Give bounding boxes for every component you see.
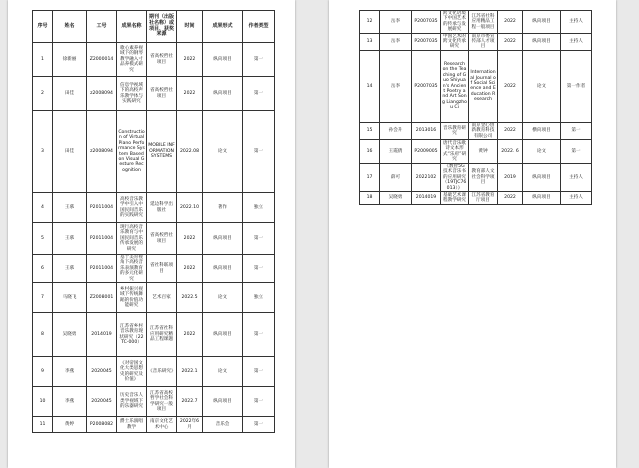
staff-id-cell: z2008094 (87, 77, 117, 111)
staff-id-cell: 2020045 (87, 387, 117, 417)
table-row (360, 122, 592, 139)
serial-no-cell: 12 (360, 11, 380, 34)
staff-id-cell: P2011004 (87, 255, 117, 283)
staff-id-cell: 2014019 (87, 313, 117, 357)
name-cell: 田佳 (53, 111, 87, 193)
title-cell: 现行高校音乐教育与中国民间音乐传承发展的研究 (117, 223, 147, 255)
source-cell: 江苏省教育厅项目 (469, 192, 498, 205)
serial-no-cell: 2 (33, 77, 53, 111)
name-cell: 吴晓勇 (53, 313, 87, 357)
title-cell: 《数智5G 技术音乐书的应用研究（19TJC76013）》 (441, 164, 469, 192)
date-cell: 2022 (498, 50, 523, 122)
title-cell: 江苏省乡村音乐教育现状研究（22TC-000） (117, 313, 147, 357)
serial-no-cell: 8 (33, 313, 53, 357)
date-cell: 2022 (498, 33, 523, 50)
date-cell: 2019 (498, 164, 523, 192)
author-type-cell: 第一 (561, 140, 592, 164)
source-cell: MOBILE INFORMATION SYSTEMS (147, 111, 177, 193)
date-cell: 2022 (177, 77, 203, 111)
date-cell: 2022.5 (177, 283, 203, 313)
header-form: 成果形式 (203, 11, 243, 43)
document-page-right (329, 0, 616, 468)
staff-id-cell: P2007035 (412, 11, 441, 34)
serial-no-cell: 7 (33, 283, 53, 313)
name-cell: 岳李 (380, 33, 412, 50)
form-cell: 纵向项目 (203, 255, 243, 283)
date-cell: 2022年6月 (177, 417, 203, 433)
author-type-cell: 第一 (243, 417, 275, 433)
header-name: 姓名 (53, 11, 87, 43)
title-cell: 乡村振兴视域下传统舞蹈的价值功能研究 (117, 283, 147, 313)
table-row (33, 223, 275, 255)
author-type-cell: 第一 (243, 387, 275, 417)
serial-no-cell: 17 (360, 164, 380, 192)
serial-no-cell: 16 (360, 140, 380, 164)
author-type-cell: 独立 (243, 193, 275, 223)
achievements-table-left (32, 10, 275, 433)
table-row (33, 357, 275, 387)
source-cell: 省高校哲社项目 (147, 43, 177, 77)
form-cell: 论文 (203, 283, 243, 313)
table-row (33, 77, 275, 111)
title-cell: 基础艺术课程教学研究 (441, 192, 469, 205)
form-cell: 纵向项目 (523, 192, 561, 205)
name-cell: 岳李 (380, 11, 412, 34)
source-cell: 省高校哲社项目 (147, 77, 177, 111)
staff-id-cell: P2007035 (412, 50, 441, 122)
source-cell: 省社科联项目 (147, 255, 177, 283)
serial-no-cell: 11 (33, 417, 53, 433)
title-cell: 历史音乐人类学视域下的乐器研究 (117, 387, 147, 417)
title-cell: 唐代音乐歌诗文本形式“乐府”研究 (441, 140, 469, 164)
header-date: 时间 (177, 11, 203, 43)
serial-no-cell: 14 (360, 50, 380, 122)
date-cell: 2022 (498, 11, 523, 34)
date-cell: 2022 (177, 255, 203, 283)
title-cell: 音乐教育研究 (441, 122, 469, 139)
form-cell: 论文 (203, 111, 243, 193)
source-cell: International Journal of Social Science and Education Research (469, 50, 498, 122)
title-cell: 中国艺术的跨文化传承研究 (441, 33, 469, 50)
source-cell: 南京文化艺术中心 (147, 417, 177, 433)
name-cell: 王慕 (53, 255, 87, 283)
name-cell: 吴晓勇 (380, 192, 412, 205)
table-row (33, 417, 275, 433)
table-row (360, 50, 592, 122)
date-cell: 2022. 6 (498, 140, 523, 164)
title-cell: 高校音乐教学中引入中国民间音乐的实践研究 (117, 193, 147, 223)
name-cell: 王霞倩 (380, 140, 412, 164)
table-row (33, 111, 275, 193)
author-type-cell: 第一 (243, 255, 275, 283)
author-type-cell: 主持人 (561, 11, 592, 34)
form-cell: 纵向项目 (523, 33, 561, 50)
staff-id-cell: Z2000014 (87, 43, 117, 77)
table-row (360, 140, 592, 164)
name-cell: 薛可 (380, 164, 412, 192)
source-cell: 教育部人文社会科学项目 (469, 164, 498, 192)
serial-no-cell: 1 (33, 43, 53, 77)
table-row (360, 164, 592, 192)
table-row (33, 283, 275, 313)
staff-id-cell: P2007035 (412, 33, 441, 50)
author-type-cell: 主持人 (561, 164, 592, 192)
header-serial-no: 序号 (33, 11, 53, 43)
header-staff-id: 工号 (87, 11, 117, 43)
staff-id-cell: P2011004 (87, 223, 117, 255)
source-cell: 黄钟 (469, 140, 498, 164)
serial-no-cell: 4 (33, 193, 53, 223)
title-cell: Construction of Virtual Piano Performance System Based on Visual Gesture Recognition (117, 111, 147, 193)
table-row (33, 313, 275, 357)
author-type-cell: 第一 (243, 111, 275, 193)
form-cell: 纵向项目 (203, 223, 243, 255)
date-cell: 2022 (498, 192, 523, 205)
name-cell: 岳李 (380, 50, 412, 122)
staff-id-cell: P2011004 (87, 193, 117, 223)
form-cell: 音乐会 (203, 417, 243, 433)
author-type-cell: 独立 (243, 283, 275, 313)
source-cell: 南京金心创新教育科技有限公司 (469, 122, 498, 139)
form-cell: 纵向项目 (523, 11, 561, 34)
form-cell: 论文 (523, 140, 561, 164)
table-row (360, 11, 592, 34)
serial-no-cell: 3 (33, 111, 53, 193)
serial-no-cell: 9 (33, 357, 53, 387)
author-type-cell: 第一 (243, 223, 275, 255)
name-cell: 徐新丽 (53, 43, 87, 77)
name-cell: 黄婷 (53, 417, 87, 433)
name-cell: 李燕 (53, 387, 87, 417)
title-cell: Research on the Teaching of Guo Shiyuan's Ancient Poetry and Art Song Liangzhou Ci (441, 50, 469, 122)
form-cell: 纵向项目 (203, 77, 243, 111)
table-row (360, 192, 592, 205)
author-type-cell: 第一 (243, 313, 275, 357)
author-type-cell: 主持人 (561, 192, 592, 205)
title-cell: 基于美育视角下高校音乐表演教育的多元化研究 (117, 255, 147, 283)
name-cell: 李燕 (53, 357, 87, 387)
staff-id-cell: 2013016 (412, 122, 441, 139)
author-type-cell: 第一 (243, 43, 275, 77)
author-type-cell: 第一 (561, 122, 592, 139)
name-cell: 马晓飞 (53, 283, 87, 313)
staff-id-cell: P2008082 (87, 417, 117, 433)
form-cell: 纵向项目 (203, 43, 243, 77)
date-cell: 2022 (177, 223, 203, 255)
table-row (33, 193, 275, 223)
form-cell: 纵向项目 (523, 164, 561, 192)
form-cell: 论文 (523, 50, 561, 122)
header-source: 期刊（出版社名称）或项目、获奖来源 (147, 11, 177, 43)
table-header-row (33, 11, 275, 43)
author-type-cell: 第一 (243, 77, 275, 111)
header-author-type: 作者类型 (243, 11, 275, 43)
source-cell: 江苏省高校哲学社会科学研究一般项目 (147, 387, 177, 417)
author-type-cell: 第一 (243, 357, 275, 387)
source-cell: 江苏省社科应用精品工程一般项目 (469, 11, 498, 34)
serial-no-cell: 18 (360, 192, 380, 205)
form-cell: 纵向项目 (203, 313, 243, 357)
staff-id-cell: 2022102 (412, 164, 441, 192)
staff-id-cell: 2014019 (412, 192, 441, 205)
source-cell: 《音乐研究》 (147, 357, 177, 387)
table-row (33, 387, 275, 417)
staff-id-cell: P2009005 (412, 140, 441, 164)
staff-id-cell: z2008094 (87, 111, 117, 193)
serial-no-cell: 10 (33, 387, 53, 417)
table-row (360, 33, 592, 50)
serial-no-cell: 15 (360, 122, 380, 139)
source-cell: 省高校哲社项目 (147, 223, 177, 255)
date-cell: 2022 (177, 43, 203, 77)
date-cell: 2022.10 (177, 193, 203, 223)
date-cell: 2022.1 (177, 357, 203, 387)
title-cell: 《对帝国文化大类思想史的研究及价值》 (117, 357, 147, 387)
title-cell: 歌心素养视域下的钢琴教学融入寸品养模式研究 (117, 43, 147, 77)
source-cell: 延边科学出版社 (147, 193, 177, 223)
name-cell: 王慕 (53, 223, 87, 255)
document-page-left (8, 0, 295, 468)
serial-no-cell: 6 (33, 255, 53, 283)
author-type-cell: 第一作者 (561, 50, 592, 122)
form-cell: 著作 (203, 193, 243, 223)
name-cell: 孙会升 (380, 122, 412, 139)
staff-id-cell: Z2008001 (87, 283, 117, 313)
header-title: 成果名称 (117, 11, 147, 43)
source-cell: 南京市委宣传部人才项目 (469, 33, 498, 50)
title-cell: 信息学视域下的高校声乐教学体与实践研究 (117, 77, 147, 111)
form-cell: 横向项目 (523, 122, 561, 139)
date-cell: 2022 (498, 122, 523, 139)
name-cell: 王慕 (53, 193, 87, 223)
serial-no-cell: 13 (360, 33, 380, 50)
date-cell: 2022 (177, 313, 203, 357)
serial-no-cell: 5 (33, 223, 53, 255)
date-cell: 2022.08 (177, 111, 203, 193)
title-cell: 跨文化语境下中国艺术的传承与发展研究 (441, 11, 469, 34)
form-cell: 论文 (203, 357, 243, 387)
achievements-table-right (359, 10, 592, 205)
name-cell: 田佳 (53, 77, 87, 111)
staff-id-cell: 2020045 (87, 357, 117, 387)
source-cell: 艺术百家 (147, 283, 177, 313)
table-row (33, 43, 275, 77)
title-cell: 爵士乐演唱教学 (117, 417, 147, 433)
form-cell: 纵向项目 (203, 387, 243, 417)
date-cell: 2022.7 (177, 387, 203, 417)
author-type-cell: 主持人 (561, 33, 592, 50)
source-cell: 江苏省社科应用研究精品工程课题 (147, 313, 177, 357)
table-row (33, 255, 275, 283)
